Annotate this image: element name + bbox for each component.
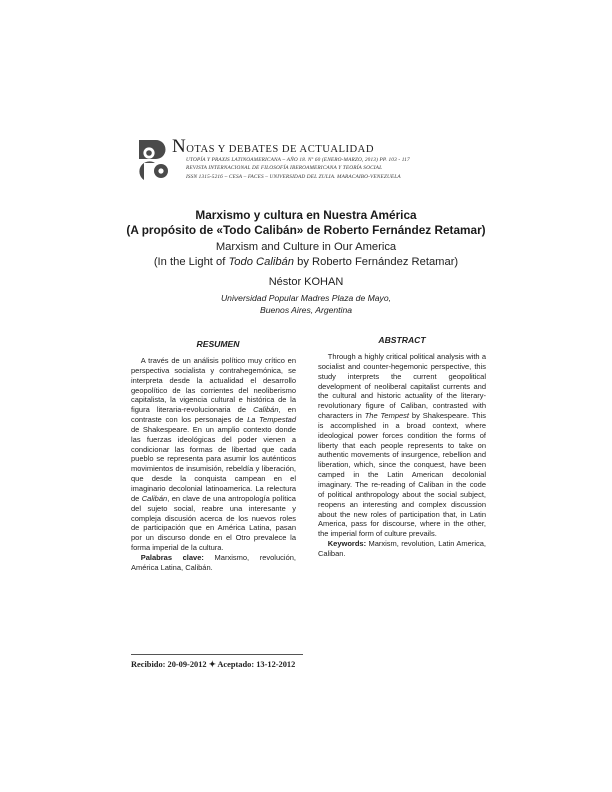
journal-line: UTOPÍA Y PRAXIS LATINOAMERICANA ~ AÑO 18. Nº 60 (ENERO-MARZO, 2013) PP. 103 - 117 [186,157,410,163]
section-title: NOTAS Y DEBATES DE ACTUALIDAD [172,136,374,157]
abstract-heading: ABSTRACT [378,335,426,345]
footer-dates [131,659,295,669]
resumen-heading: RESUMEN [196,339,240,349]
separator-icon: ✦ [208,660,216,669]
article-title [100,208,512,270]
received-date: Recibido: 20-09-2012 [131,660,207,669]
journal-line: REVISTA INTERNACIONAL DE FILOSOFÍA IBEROAMERICANA Y TEORÍA SOCIAL [186,165,383,172]
author-name: Néstor KOHAN [268,276,344,288]
resumen-keywords: Palabras clave: Marxismo, revolución, América Latina, Calibán. [131,552,296,572]
title-spanish-line: (A propósito de «Todo Calibán» de Roberto Fernández Retamar) [126,223,486,237]
abstract-body [318,352,486,559]
author-affiliation: Universidad Popular Madres Plaza de Mayo, Buenos Aires, Argentina [220,293,392,315]
accepted-date: Aceptado: 13-12-2012 [217,660,296,669]
abstract-keywords: Keywords: Marxism, revolution, Latin America, Caliban. [318,539,486,558]
journal-line: ISSN 1315-5216 ~ CESA – FACES – UNIVERSIDAD DEL ZULIA. MARACAIBO-VENEZUELA [186,173,401,180]
abstract-text: Through a highly critical political analysis with a socialist and counter-hegemonic perspective, this study interprets the current geopolitical development of neoliberal capitalist currents and the cultural and historic actuality of the literary-revolutionary figure of Caliban, contrasted with characters in The Tempest by Shakespeare. This is accomplished in a broad context, where ideological power forces condition the forms of liberty that each people represents to take on authentic movements of insurgence, rebellion and liberation, which, since the conquest, have been camped in the Latin American decolonial imaginary. The re-reading of Caliban in the code of political anthropology about the social subject, reopens an interesting and complex discussion about the new roles of participation that, in Latin America, pass for discourse, where in the other, the imperial form of culture prevails. [318,352,486,539]
journal-info [186,156,410,181]
title-english-line: Marxism and Culture in Our America [215,241,397,253]
title-english-line: (In the Light of Todo Calibán by Roberto Fernández Retamar) [153,256,459,268]
footer-divider [131,654,303,655]
resumen-text: A través de un análisis político muy crítico en perspectiva socialista y contrahegemónica, se interpreta desde la actualidad el desarrollo geopolítico de las corrientes del neoliberismo capitalista, la vigencia cultural e histórica de la figura literaria-revolucionaria de Calibán, en contraste con los personajes de La Tempestad de Shakespeare. En un amplio contexto donde las fuerzas ideológicas del poder vienen a condicionar las formas de libertad que cada pueblo se representa para asumir los auténticos movimientos de insumisión, rebeldía y liberación, que desde la conquista campean en el imaginario decolonial latinoamerica. La relectura de Calibán, en clave de una antropología política del sujeto social, reabre una interesante y compleja discusión acerca de los nuevos roles de participación que en América Latina, pasan por un discurso donde en el Otro prevalece la forma imperial de la cultura. [131,356,297,553]
resumen-body [131,356,296,573]
title-spanish-line: Marxismo y cultura en Nuestra América [195,208,417,222]
